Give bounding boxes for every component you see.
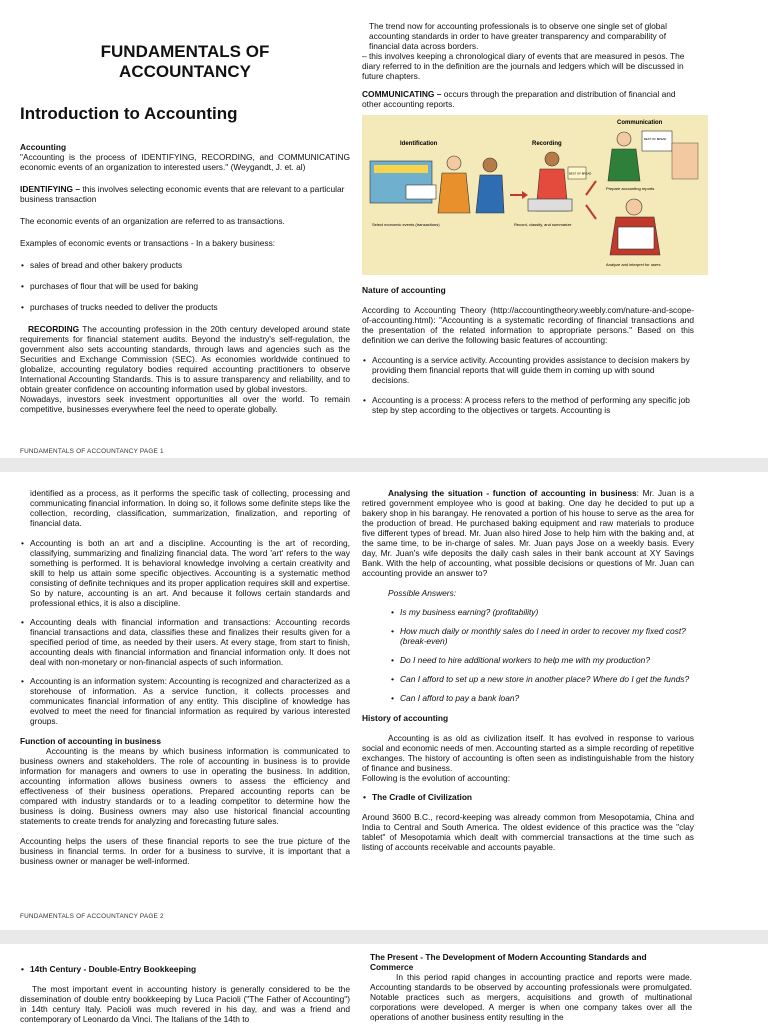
history-heading: History of accounting <box>362 713 449 723</box>
example-item: • sales of bread and other bakery products <box>30 260 350 270</box>
recording-dash-text: – this involves keeping a chronological diary of events that are measured in pesos. The diary referred to in the definition are the journals and ledgers which will be discussed in future chapters. <box>362 51 685 81</box>
following-text: Following is the evolution of accounting: <box>362 773 511 783</box>
page-3 <box>0 944 768 1024</box>
page2-left-column <box>20 488 350 866</box>
identifying-text: this involves selecting economic events that are relevant to a particular business transaction <box>20 184 345 204</box>
page1-right-column <box>362 21 694 415</box>
nature-item: • Accounting is a service activity. Accounting provides assistance to decision makers by providing them financial reports that will guide them in coming up with sound decisions. <box>372 355 694 385</box>
accounting-process-figure <box>362 115 708 275</box>
doc-title-line1: FUNDAMENTALS OF <box>100 42 270 61</box>
page1-footer: FUNDAMENTALS OF ACCOUNTANCY PAGE 1 <box>20 448 164 455</box>
features-list <box>20 538 350 726</box>
analysing-heading: Analysing the situation - function of accounting in business <box>388 488 637 498</box>
figure-label-recording: Recording <box>532 141 562 147</box>
example-item: • purchases of trucks needed to deliver the products <box>30 302 350 312</box>
recording-text: The accounting profession in the 20th century developed around state requirements for financial statement audits. Beyond the industry's self-regulation, the government also sets accounting standards, through laws and agencies such as the Securities and Exchange Commission (SEC). As economies worldwide continued to globalize, accounting regulatory bodies required accounting practitioners to observe International Accounting Standards. This is to assure transparency and reliability, and to obtain greater confidence on accounting information used by global investors. <box>20 324 350 394</box>
possible-answers-label: Possible Answers: <box>388 588 457 598</box>
page-2 <box>0 472 768 930</box>
doc-title-line2: ACCOUNTANCY <box>119 62 251 81</box>
analysing-paragraph <box>362 488 694 578</box>
recording-sign: BEST OF BREAD <box>569 171 592 176</box>
page2-right-column <box>362 488 694 852</box>
page1-left-column <box>20 42 350 414</box>
communicating-term: COMMUNICATING – <box>362 89 442 99</box>
doc-title <box>20 42 350 82</box>
nature-heading: Nature of accounting <box>362 285 446 295</box>
accounting-definition: "Accounting is the process of IDENTIFYING, RECORDING, and COMMUNICATING economic events of an organization to interested users." (Weygandt, J. et. al) <box>20 152 350 172</box>
era-list <box>362 792 694 802</box>
identifying-term: IDENTIFYING – <box>20 184 81 194</box>
answer-item: • Do I need to hire additional workers to help me with my production? <box>400 655 694 665</box>
answers-list <box>362 607 694 703</box>
century-text: The most important event in accounting history is generally considered to be the dissemination of double entry bookkeeping by Luca Pacioli ("The Father of Accounting") in 14th century Italy. Pacioli was much revered in his day, and was a friend and contemporary of Leonardo da Vinci. The Italians of the 14th to <box>20 984 350 1024</box>
century-heading: • 14th Century - Double-Entry Bookkeeping <box>30 964 350 974</box>
intro-heading: Introduction to Accounting <box>20 104 238 123</box>
nowadays-text: Nowadays, investors seek investment opportunities all over the world. To remain competitive, businesses everywhere feel the need to operate globally. <box>20 394 350 414</box>
feature-item: • Accounting deals with financial information and transactions: Accounting records financial transactions and data, classifies these and finalizes their results given for a specified period of time, as needed by their users. At every stage, from start to finish, accounting deals with financial information and financial information only. It does not deal with non-monetary or non-financial aspects of such information. <box>30 617 350 667</box>
nature-item: • Accounting is a process: A process refers to the method of performing any specific job step by step according to the objectives or targets. Accounting is <box>372 395 694 415</box>
analysing-text: : Mr. Juan is a retired government employee who is good at baking. One day he decided to put up a bakery shop in his barangay. He renovated a portion of his house to serve as the area for the production of bread. He purchased baking equipment and raw materials to produce five different types of bread. Mr. Juan also hired Jose to help him with the baking and, at the same time, to be in-charge of sales. Mr. Juan pays Jose on a weekly basis. Every day, Mr. Juan's wife deposits the daily cash sales in their bank account at XY Savings Bank. With the help of accounting, what possible decisions or questions of Mr. Juan can accounting provide an answer to? <box>362 488 694 578</box>
feature-item: • Accounting is an information system: Accounting is recognized and characterized as a storehouse of information. As a service function, it collects processes and communicates financial information of any entity. This discipline of knowledge has evolved to meet the need for financial information as required by various interested groups. <box>30 676 350 726</box>
answer-item: • Can I afford to pay a bank loan? <box>400 693 694 703</box>
accounting-label: Accounting <box>20 142 67 152</box>
nature-list <box>362 355 694 415</box>
figure-label-communication: Communication <box>617 120 663 126</box>
page3-left-column <box>20 964 350 1024</box>
page-separator <box>0 930 768 944</box>
present-text: In this period rapid changes in accounting practice and reports were made. Accounting standards to be observed by accounting professionals were promulgated. Notable practices such as mergers, acquisitions and growth of multinational corporations were developed. A merger is when one company takes over all the operations of another business entity resulting in the <box>370 972 692 1022</box>
process-continued-text: identified as a process, as it performs the specific task of collecting, processing and communicating financial information. In doing so, it follows some definite steps like the collection, recording, classification, summarization, finalization, and reporting of financial data. <box>30 488 350 528</box>
identifying-paragraph <box>20 184 350 204</box>
nature-text: According to Accounting Theory (http://accountingtheory.weebly.com/nature-and-scope-of-accounting.html): "Accounting is a systematic recording of financial transactions and the presentation of the related information to appropriate persons." Based on this definition we can derive the following basic features of accounting: <box>362 305 694 345</box>
figure-label-identification: Identification <box>400 141 438 147</box>
page3-right-column <box>370 952 692 1022</box>
figure-caption-4: Analyze and interpret for users <box>606 262 661 267</box>
answer-item: • How much daily or monthly sales do I need in order to recover my fixed cost? (break-even) <box>400 626 694 646</box>
examples-text: Examples of economic events or transactions - In a bakery business: <box>20 238 276 248</box>
example-item: • purchases of flour that will be used for baking <box>30 281 350 291</box>
transactions-text: The economic events of an organization are referred to as transactions. <box>20 216 285 226</box>
century-list <box>20 964 350 974</box>
communicating-text: occurs through the preparation and distribution of financial and other accounting reports. <box>362 89 676 109</box>
communicating-paragraph <box>362 89 694 109</box>
feature-item: • Accounting is both an art and a discipline. Accounting is the art of recording, classifying, summarizing and finalizing financial data. The word 'art' refers to the way something is performed. It is behavioral knowledge involving a certain creativity and skill to help us attain some specific objectives. Accounting is a systematic method consisting of definite techniques and its proper application requires skill and expertise. So by nature, accounting is an art. And because it follows certain standards and professional ethics, it is also a discipline. <box>30 538 350 608</box>
figure-caption-3: Prepare accounting reports <box>606 186 655 191</box>
function-heading: Function of accounting in business <box>20 736 161 746</box>
cradle-text: Around 3600 B.C., record-keeping was already common from Mesopotamia, China and India to Central and South America. The oldest evidence of this practice was the "clay tablet" of Mesopotamia which dealt with commercial transactions at the time such as listing of accounts receivable and accounts payable. <box>362 812 694 852</box>
page-separator <box>0 458 768 472</box>
page-1 <box>0 0 768 458</box>
cradle-heading: • The Cradle of Civilization <box>372 792 694 802</box>
history-text: Accounting is as old as civilization itself. It has evolved in response to various social and economic needs of men. Accounting started as a simple recording of repetitive exchanges. The history of accounting is often seen as indistinguishable from the history of finance and business. <box>362 733 694 773</box>
trend-text: The trend now for accounting professionals is to observe one single set of global accounting standards in order to have greater transparency and comparability of financial data across borders. <box>369 21 667 51</box>
communication-sign: BEST OF BREAD <box>644 137 667 141</box>
figure-caption-1: Select economic events (transactions) <box>372 222 440 227</box>
answer-item: • Is my business earning? (profitability) <box>400 607 694 617</box>
answer-item: • Can I afford to set up a new store in another place? Where do I get the funds? <box>400 674 694 684</box>
recording-term: RECORDING <box>28 324 80 334</box>
page2-footer: FUNDAMENTALS OF ACCOUNTANCY PAGE 2 <box>20 913 164 920</box>
examples-list <box>20 260 350 312</box>
function-text: Accounting is the means by which business information is communicated to business owners and stakeholders. The role of accounting in business is to provide information for managers and owners to use in operating the business. In addition, accounting information allows business owners to assess the efficiency and effectiveness of their business operations. Prepared accounting reports can be compared with industry standards or to a leading competitor to determine how the business is doing. Business owners may also use historical financial accounting statements to create trends for analyzing and forecasting future sales. <box>20 746 350 826</box>
figure-caption-2: Record, classify, and summarize <box>514 222 572 227</box>
present-heading: The Present - The Development of Modern Accounting Standards and Commerce <box>370 952 647 972</box>
helps-text: Accounting helps the users of these financial reports to see the true picture of the business in financial terms. In order for a business to survive, it is important that a business owner or manager be well-informed. <box>20 836 350 866</box>
recording-paragraph <box>20 324 350 394</box>
